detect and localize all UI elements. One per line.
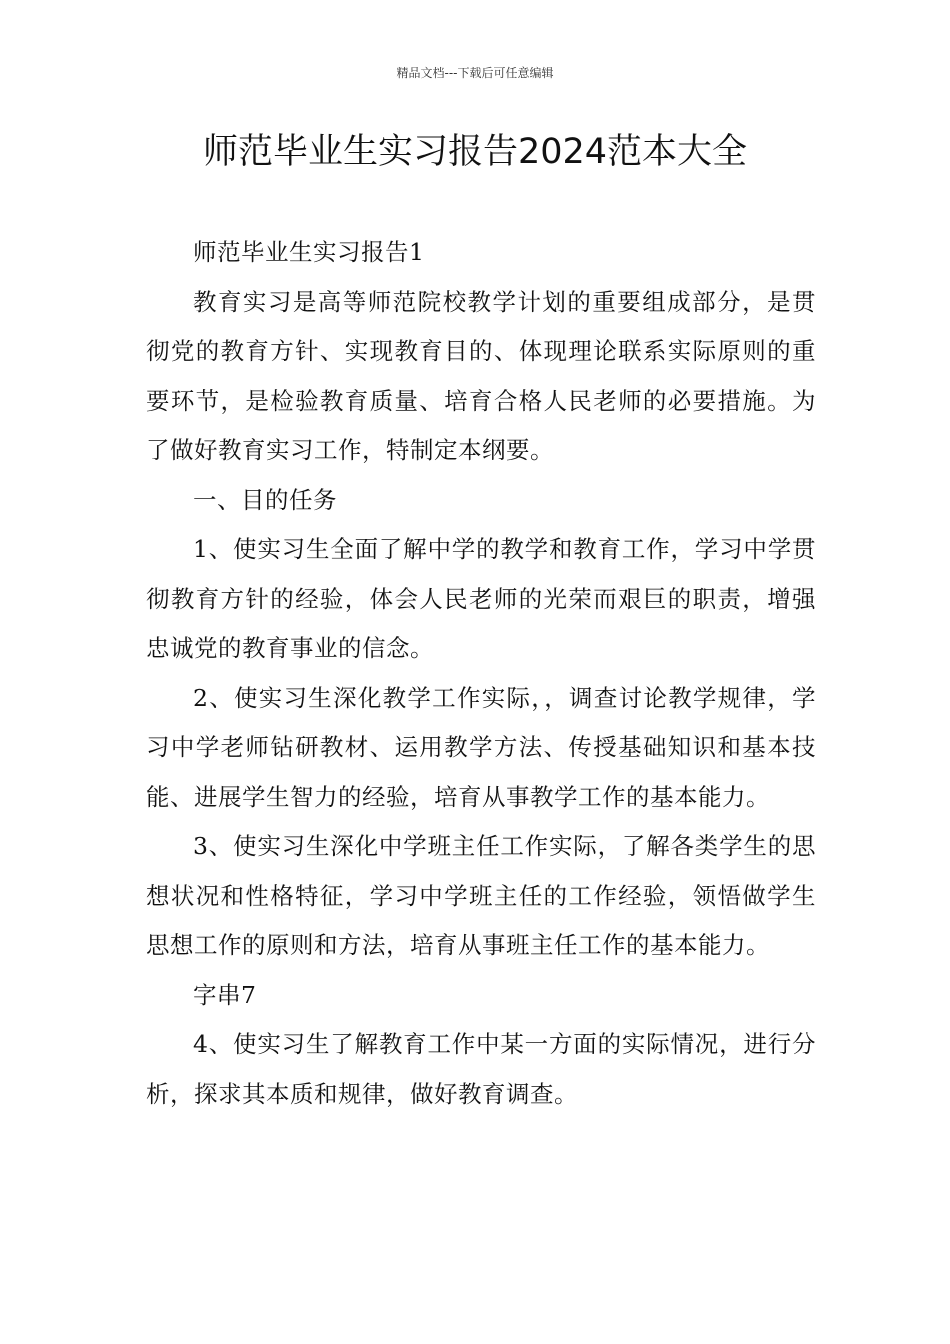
paragraph: 1、使实习生全面了解中学的教学和教育工作，学习中学贯彻教育方针的经验，体会人民老师的光荣而艰巨的职责，增强忠诚党的教育事业的信念。 [146, 535, 816, 662]
section-heading: 师范毕业生实习报告1 [193, 238, 425, 266]
paragraph: 字串7 [193, 980, 257, 1009]
paragraph: 教育实习是高等师范院校教学计划的重要组成部分，是贯彻党的教育方针、实现教育目的、体现理论联系实际原则的重要环节，是检验教育质量、培育合格人民老师的必要措施。为了做好教育实习工作，特制定本纲要。 [146, 287, 816, 464]
paragraph: 3、使实习生深化中学班主任工作实际，了解各类学生的思想状况和性格特征，学习中学班主任的工作经验，领悟做学生思想工作的原则和方法，培育从事班主任工作的基本能力。 [146, 832, 816, 959]
document-body [146, 228, 816, 1119]
paragraph: 4、使实习生了解教育工作中某一方面的实际情况，进行分析，探求其本质和规律，做好教育调查。 [146, 1030, 816, 1108]
subsection-heading: 一、目的任务 [193, 485, 337, 514]
document-title: 师范毕业生实习报告2024范本大全 [202, 132, 748, 172]
paragraph: 2、使实习生深化教学工作实际，，调查讨论教学规律，学习中学老师钻研教材、运用教学方法、传授基础知识和基本技能、进展学生智力的经验，培育从事教学工作的基本能力。 [146, 683, 816, 811]
header-note: 精品文档---下载后可任意编辑 [396, 66, 554, 80]
